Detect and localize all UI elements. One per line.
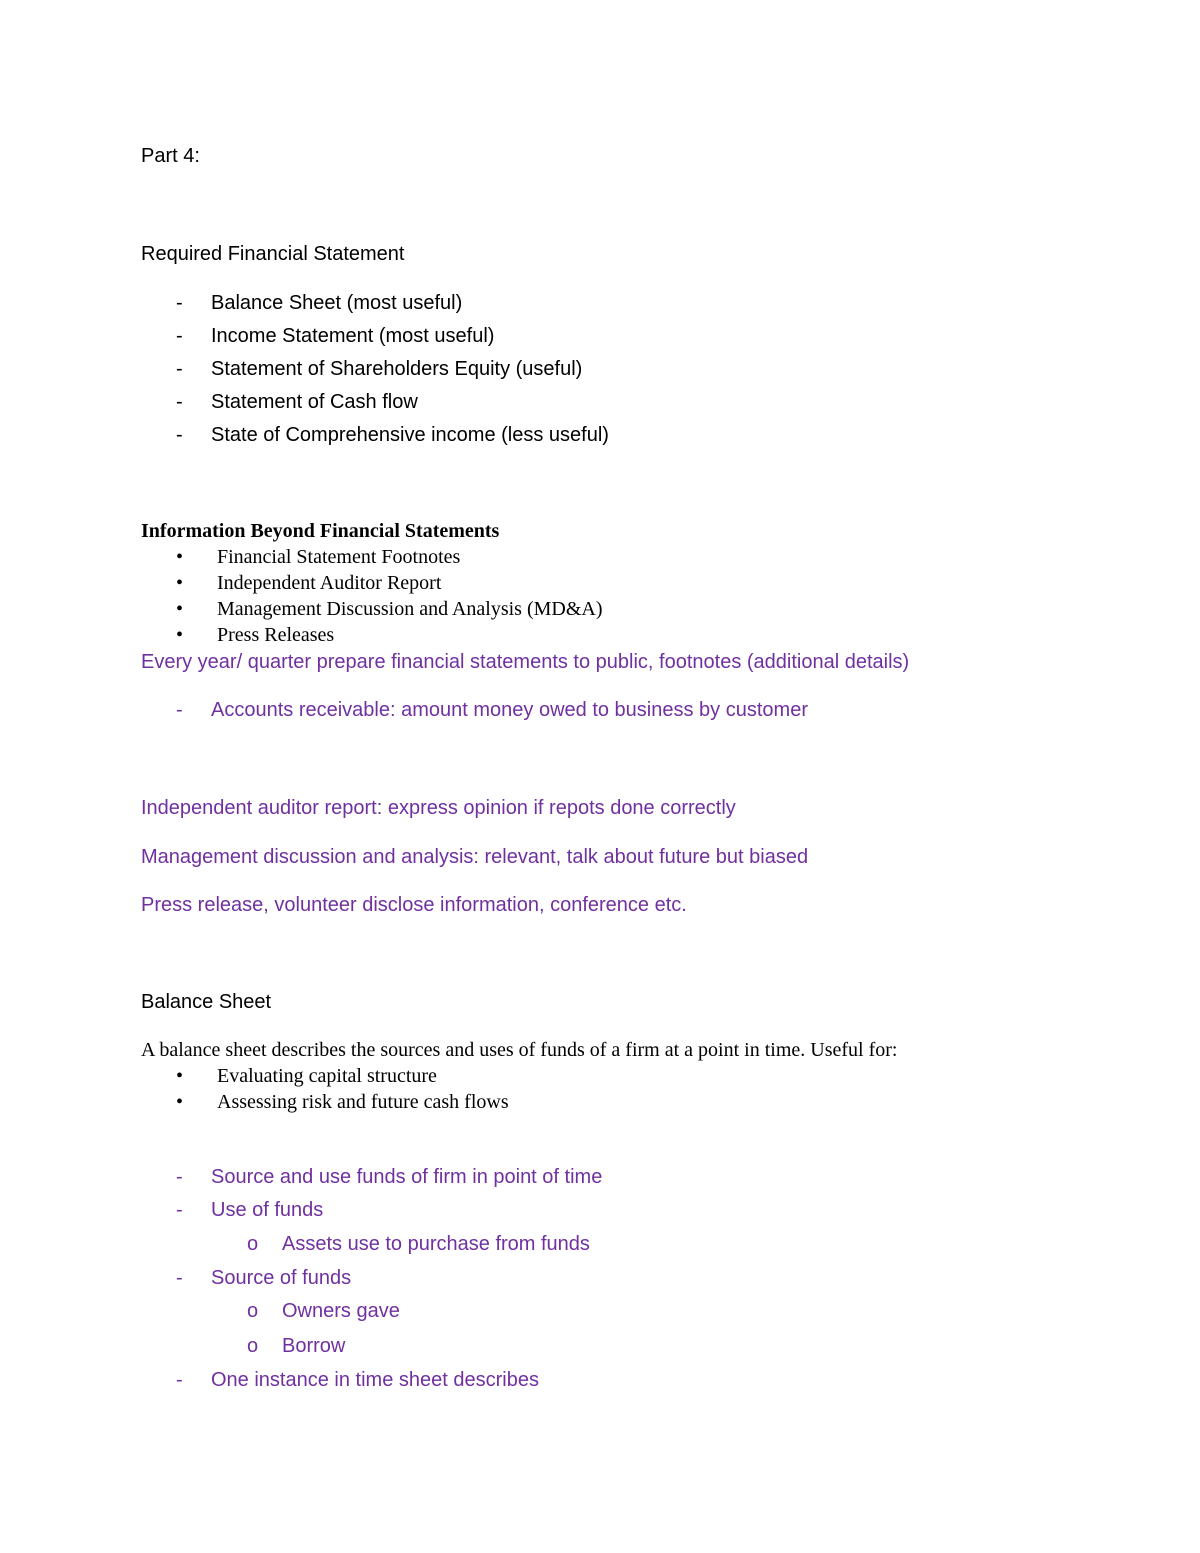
list-item-text: Source of funds [211, 1267, 352, 1289]
dash-marker: - [176, 325, 183, 347]
list-item-text: Evaluating capital structure [217, 1065, 437, 1087]
bullet-marker: • [176, 1091, 184, 1113]
note-line: Management discussion and analysis: relevant, talk about future but biased [141, 846, 809, 868]
part-heading: Part 4: [141, 145, 200, 167]
list-item-text: Press Releases [217, 624, 335, 646]
list-item-text: State of Comprehensive income (less useful) [211, 424, 609, 446]
list-item-text: Balance Sheet (most useful) [211, 292, 463, 314]
list-item-text: Accounts receivable: amount money owed to business by customer [211, 699, 808, 721]
dash-marker: - [176, 699, 183, 721]
note-line: Every year/ quarter prepare financial statements to public, footnotes (additional details) [141, 651, 910, 673]
dash-marker: - [176, 358, 183, 380]
list-item-text: Assessing risk and future cash flows [217, 1091, 509, 1113]
list-item-text: Source and use funds of firm in point of time [211, 1166, 603, 1188]
dash-marker: - [176, 391, 183, 413]
circle-marker: o [247, 1335, 259, 1357]
dash-marker: - [176, 1369, 183, 1391]
bullet-marker: • [176, 624, 184, 646]
list-item-text: Income Statement (most useful) [211, 325, 495, 347]
beyond-statements-heading: Information Beyond Financial Statements [141, 520, 500, 542]
list-item-text: Assets use to purchase from funds [282, 1233, 590, 1255]
list-item-text: Statement of Shareholders Equity (useful) [211, 358, 583, 380]
list-item-text: Owners gave [282, 1300, 400, 1322]
dash-marker: - [176, 1199, 183, 1221]
bullet-marker: • [176, 572, 184, 594]
list-item-text: One instance in time sheet describes [211, 1369, 539, 1391]
circle-marker: o [247, 1233, 259, 1255]
dash-marker: - [176, 424, 183, 446]
bullet-marker: • [176, 1065, 184, 1087]
list-item-text: Independent Auditor Report [217, 572, 442, 594]
bullet-marker: • [176, 546, 184, 568]
list-item-text: Statement of Cash flow [211, 391, 418, 413]
bullet-marker: • [176, 598, 184, 620]
note-line: Independent auditor report: express opinion if repots done correctly [141, 797, 736, 819]
list-item-text: Management Discussion and Analysis (MD&A) [217, 598, 603, 620]
dash-marker: - [176, 292, 183, 314]
list-item-text: Use of funds [211, 1199, 324, 1221]
required-statements-heading: Required Financial Statement [141, 243, 405, 265]
circle-marker: o [247, 1300, 259, 1322]
dash-marker: - [176, 1166, 183, 1188]
balance-sheet-description: A balance sheet describes the sources and uses of funds of a firm at a point in time. Useful for: [141, 1039, 898, 1061]
balance-sheet-heading: Balance Sheet [141, 991, 272, 1013]
dash-marker: - [176, 1267, 183, 1289]
list-item-text: Financial Statement Footnotes [217, 546, 461, 568]
list-item-text: Borrow [282, 1335, 346, 1357]
note-line: Press release, volunteer disclose information, conference etc. [141, 894, 687, 916]
